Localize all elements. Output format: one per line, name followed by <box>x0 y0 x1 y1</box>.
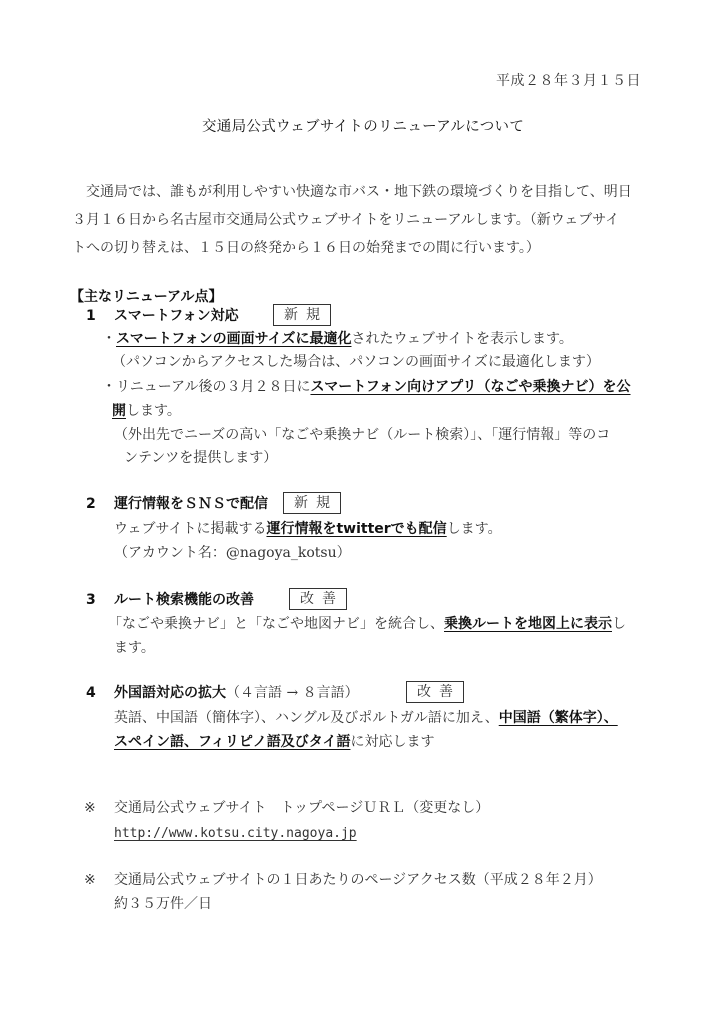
item-1-bullet-2-note-1: （外出先でニーズの高い「なごや乗換ナビ（ルート検索）」、「運行情報」等のコ <box>114 427 611 443</box>
item-3-badge <box>289 588 347 610</box>
body-text: 「なごや乗換ナビ」と「なごや地図ナビ」を統合し、 <box>108 616 444 632</box>
item-4-number: 4 <box>86 685 96 701</box>
badge-label: 改善 <box>417 684 461 700</box>
item-3-line-1 <box>108 617 626 631</box>
body-text: し <box>612 616 626 632</box>
item-1-badge <box>273 304 331 326</box>
item-4-badge <box>406 681 464 703</box>
emphasis-text: スマートフォン向けアプリ（なごや乗換ナビ）を公 <box>310 379 631 395</box>
item-3-number: 3 <box>86 592 96 608</box>
body-text: に対応します <box>350 734 435 750</box>
intro-line-2: ３月１６日から名古屋市交通局公式ウェブサイトをリニューアルします。（新ウェブサイ <box>72 212 620 228</box>
item-3-title: ルート検索機能の改善 <box>114 592 254 608</box>
item-1-bullet-2-note-2: ンテンツを提供します） <box>124 450 278 466</box>
item-2-account: （アカウント名：@nagoya_kotsu） <box>114 545 351 561</box>
item-1-bullet-2-cont <box>112 404 181 418</box>
item-2-title: 運行情報をＳＮＳで配信 <box>114 496 268 512</box>
item-3-line-2: ます。 <box>114 640 155 656</box>
item-4-line-1 <box>114 711 618 725</box>
note-1-mark: ※ <box>84 800 96 816</box>
emphasis-text: スマートフォンの画面サイズに最適化 <box>116 331 352 347</box>
body-text: ウェブサイトに掲載する <box>114 521 267 537</box>
emphasis-text: 運行情報をtwitterでも配信 <box>266 521 447 537</box>
item-1-title: スマートフォン対応 <box>114 308 239 324</box>
document-date: 平成２８年３月１５日 <box>496 73 641 89</box>
item-title-suffix: （４言語 → ８言語） <box>226 685 359 701</box>
item-1-bullet-1 <box>102 332 573 346</box>
note-2-text: 交通局公式ウェブサイトの１日あたりのページアクセス数（平成２８年２月） <box>114 872 602 888</box>
item-1-bullet-1-note: （パソコンからアクセスした場合は、パソコンの画面サイズに最適化します） <box>112 354 600 370</box>
item-1-number: 1 <box>86 308 96 324</box>
intro-line-1: 交通局では、誰もが利用しやすい快適な市バス・地下鉄の環境づくりを目指して、明日 <box>86 184 632 200</box>
note-2-value: 約３５万件／日 <box>114 896 212 912</box>
section-heading: 【主なリニューアル点】 <box>70 289 223 305</box>
item-2-number: 2 <box>86 496 96 512</box>
bullet-text: ・リニューアル後の３月２８日に <box>102 379 311 395</box>
emphasis-text: スペイン語、フィリピノ語及びタイ語 <box>114 734 351 750</box>
emphasis-text: 中国語（繁体字）、 <box>498 710 618 726</box>
badge-label: 新規 <box>284 307 328 323</box>
bullet-text: されたウェブサイトを表示します。 <box>351 331 573 347</box>
bullet-marker: ・ <box>102 331 116 347</box>
item-2-badge <box>283 492 341 514</box>
bullet-text: します。 <box>126 403 181 419</box>
intro-line-3: トへの切り替えは、１５日の終発から１６日の始発までの間に行います。） <box>72 240 540 256</box>
emphasis-text: 開 <box>112 403 126 419</box>
item-2-line-1 <box>114 522 502 536</box>
badge-label: 改善 <box>300 591 344 607</box>
badge-label: 新規 <box>294 495 338 511</box>
emphasis-text: 乗換ルートを地図上に表示 <box>444 616 612 632</box>
note-1-text: 交通局公式ウェブサイト トップページＵＲＬ（変更なし） <box>114 800 490 816</box>
item-title: 外国語対応の拡大 <box>114 685 226 701</box>
body-text: 英語、中国語（簡体字）、ハングル及びポルトガル語に加え、 <box>114 710 499 726</box>
homepage-url-link[interactable]: http://www.kotsu.city.nagoya.jp <box>114 826 357 841</box>
note-2-mark: ※ <box>84 872 96 888</box>
body-text: します。 <box>446 521 502 537</box>
item-4-title <box>114 686 359 700</box>
item-1-bullet-2 <box>102 380 631 394</box>
item-4-line-2 <box>114 735 434 749</box>
document-title: 交通局公式ウェブサイトのリニューアルについて <box>202 119 525 135</box>
